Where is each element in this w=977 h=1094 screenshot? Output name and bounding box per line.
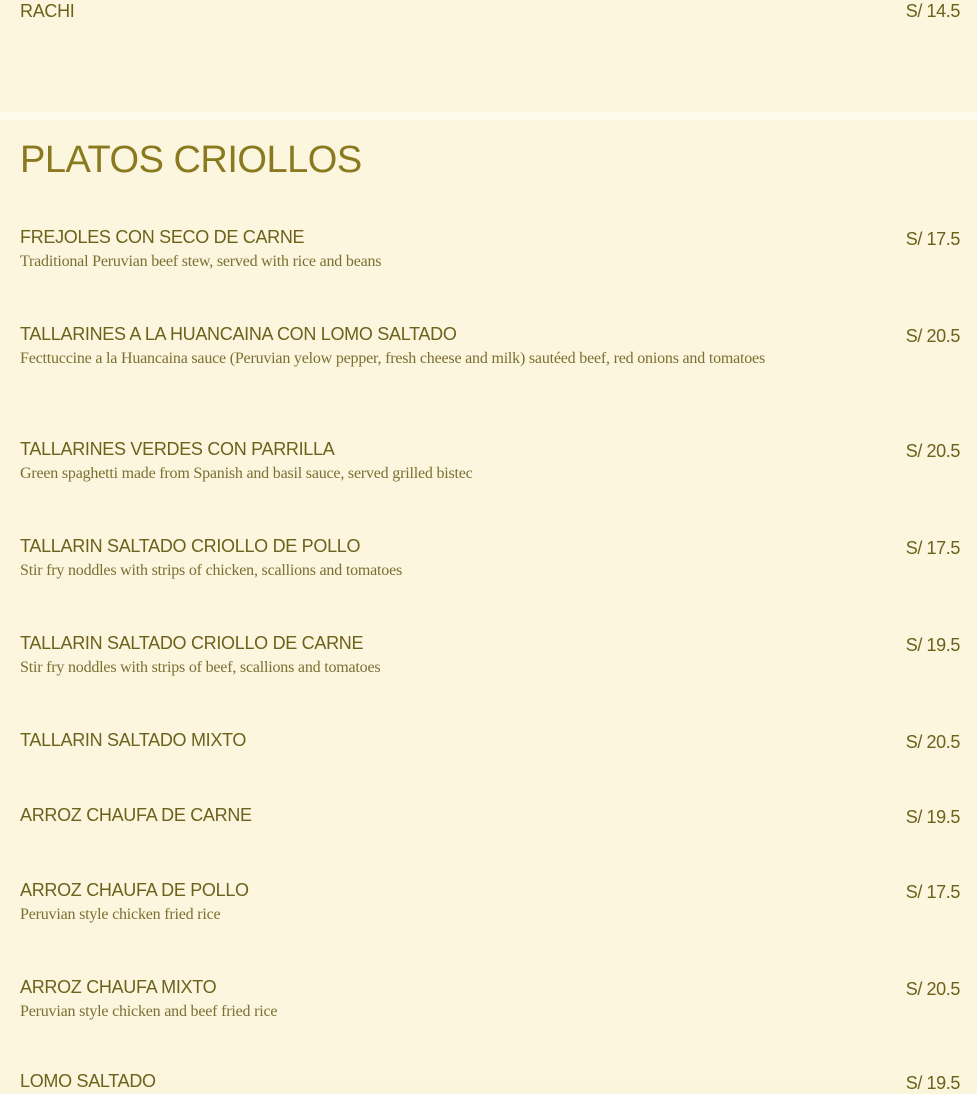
item-description: Peruvian style chicken fried rice xyxy=(20,906,221,923)
item-price: S/ 17.5 xyxy=(905,538,960,558)
item-price: S/ 14.5 xyxy=(905,1,960,21)
section-divider xyxy=(0,112,977,120)
item-description: Stir fry noddles with strips of beef, scallions and tomatoes xyxy=(20,659,381,676)
item-name: ARROZ CHAUFA MIXTO xyxy=(20,977,217,997)
item-name: ARROZ CHAUFA DE POLLO xyxy=(20,880,249,900)
item-name: TALLARIN SALTADO MIXTO xyxy=(20,730,247,750)
item-description: Peruvian style chicken and beef fried rice xyxy=(20,1003,278,1020)
item-price: S/ 17.5 xyxy=(905,882,960,902)
item-name: LOMO SALTADO xyxy=(20,1071,156,1091)
item-name: RACHI xyxy=(20,1,75,21)
item-name: FREJOLES CON SECO DE CARNE xyxy=(20,227,305,247)
item-price: S/ 19.5 xyxy=(905,1073,960,1093)
section-title: PLATOS CRIOLLOS xyxy=(20,139,362,181)
item-price: S/ 19.5 xyxy=(905,807,960,827)
item-price: S/ 17.5 xyxy=(905,229,960,249)
item-price: S/ 19.5 xyxy=(905,635,960,655)
item-name: TALLARIN SALTADO CRIOLLO DE POLLO xyxy=(20,536,361,556)
item-description: Green spaghetti made from Spanish and basil sauce, served grilled bistec xyxy=(20,465,473,482)
item-name: TALLARIN SALTADO CRIOLLO DE CARNE xyxy=(20,633,364,653)
item-name: ARROZ CHAUFA DE CARNE xyxy=(20,805,252,825)
item-description: Fecttuccine a la Huancaina sauce (Peruvian yelow pepper, fresh cheese and milk) sautéed beef, red onions and tomatoes xyxy=(20,350,765,367)
previous-section xyxy=(0,0,977,112)
item-name: TALLARINES VERDES CON PARRILLA xyxy=(20,439,335,459)
item-price: S/ 20.5 xyxy=(905,732,960,752)
item-price: S/ 20.5 xyxy=(905,979,960,999)
item-price: S/ 20.5 xyxy=(905,441,960,461)
item-price: S/ 20.5 xyxy=(905,326,960,346)
item-name: TALLARINES A LA HUANCAINA CON LOMO SALTADO xyxy=(20,324,457,344)
item-description: Stir fry noddles with strips of chicken, scallions and tomatoes xyxy=(20,562,403,579)
item-description: Traditional Peruvian beef stew, served with rice and beans xyxy=(20,253,382,270)
